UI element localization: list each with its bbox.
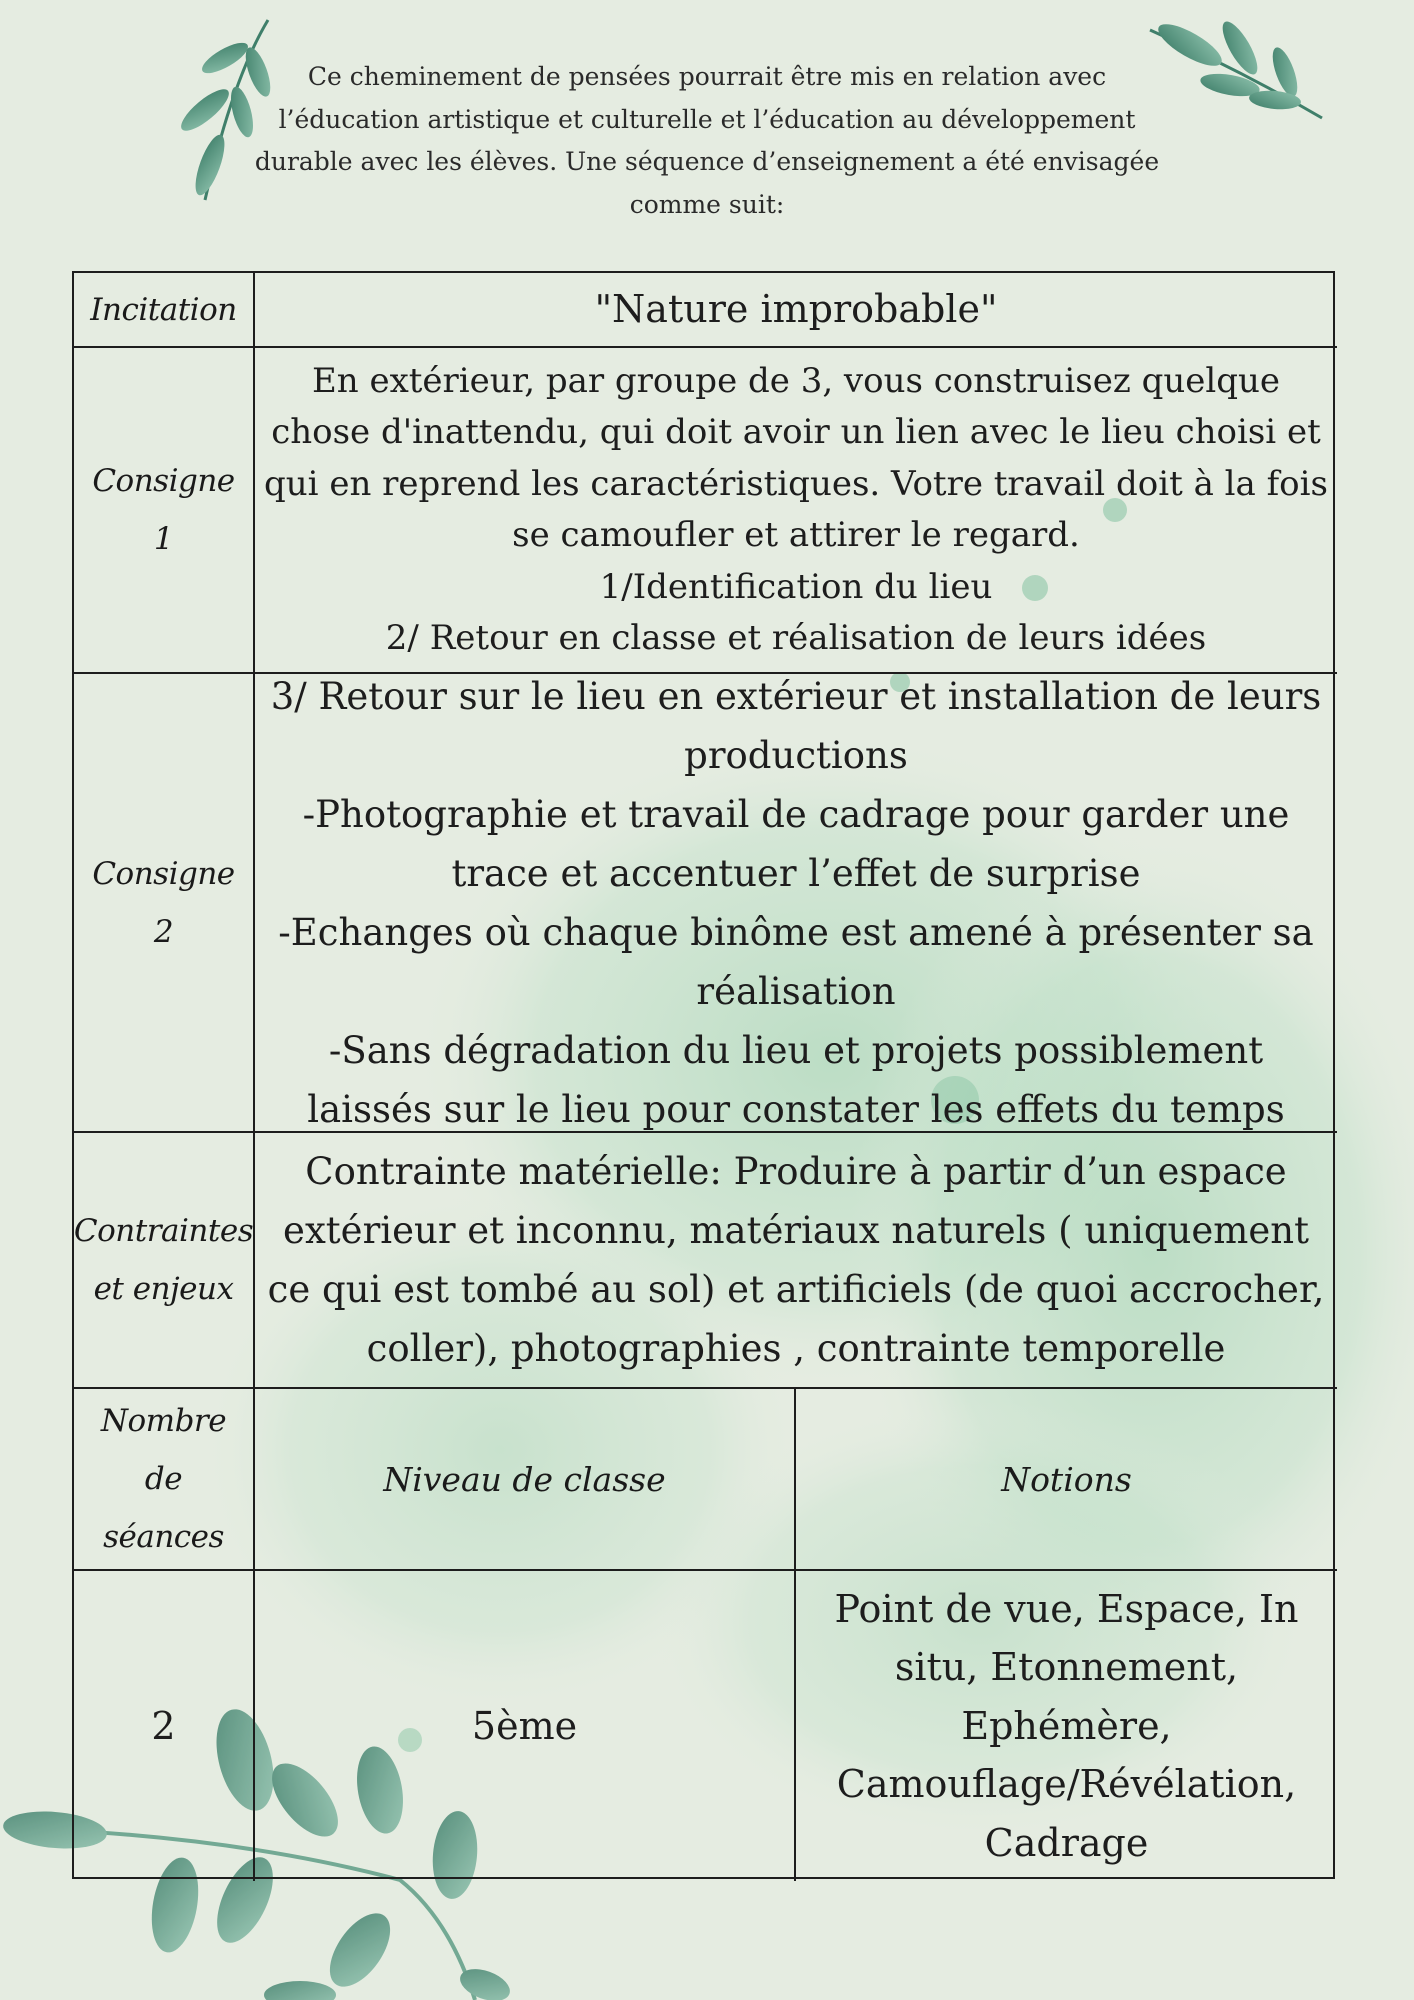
incitation-value: "Nature improbable" [255, 273, 1337, 348]
seances-header: Nombre de séances [74, 1389, 255, 1571]
consigne-1-label: Consigne 1 [74, 348, 255, 674]
contraintes-content: Contrainte matérielle: Produire à partir d’un espace extérieur et inconnu, matériaux naturels ( uniquement ce qui est tombé au sol) et artificiels (de quoi accrocher, coller), photographies , contrainte temporelle [255, 1133, 1337, 1389]
consigne-2-line: -Echanges où chaque binôme est amené à présenter sa réalisation [278, 910, 1314, 1013]
consigne-2-line: 3/ Retour sur le lieu en extérieur et installation de leurs productions [270, 674, 1322, 777]
notions-value: Point de vue, Espace, In situ, Etonnement, Ephémère, Camouflage/Révélation, Cadrage [834, 1586, 1299, 1865]
consigne-2-label: Consigne 2 [74, 674, 255, 1133]
seances-value: 2 [74, 1571, 255, 1881]
notions-header: Notions [796, 1389, 1337, 1571]
sequence-table [72, 271, 1335, 1879]
consigne-2-content [255, 674, 1337, 1133]
leaf-sprig-top-right-icon [1150, 17, 1322, 118]
contraintes-label: Contraintes et enjeux [74, 1133, 255, 1389]
consigne-1-line: En extérieur, par groupe de 3, vous construisez quelque chose d'inattendu, qui doit avoir un lien avec le lieu choisi et qui en reprend les caractéristiques. Votre travail doit à la fois se camoufler et attirer le regard. [264, 360, 1328, 555]
intro-paragraph: Ce cheminement de pensées pourrait être mis en relation avec l’éducation artistique et culturelle et l’éducation au développement durable avec les élèves. Une séquence d’enseignement a été envisagée comme suit: [254, 62, 1160, 219]
niveau-value: 5ème [255, 1571, 796, 1881]
incitation-label: Incitation [74, 273, 255, 348]
consigne-2-line: -Sans dégradation du lieu et projets possiblement laissés sur le lieu pour constater les effets du temps [307, 1028, 1285, 1131]
consigne-1-content [255, 348, 1337, 674]
consigne-2-line: -Photographie et travail de cadrage pour garder une trace et accentuer l’effet de surprise [302, 792, 1290, 895]
consigne-1-line: 1/Identification du lieu [599, 566, 993, 607]
consigne-1-line: 2/ Retour en classe et réalisation de leurs idées [385, 618, 1207, 658]
niveau-header: Niveau de classe [255, 1389, 796, 1571]
